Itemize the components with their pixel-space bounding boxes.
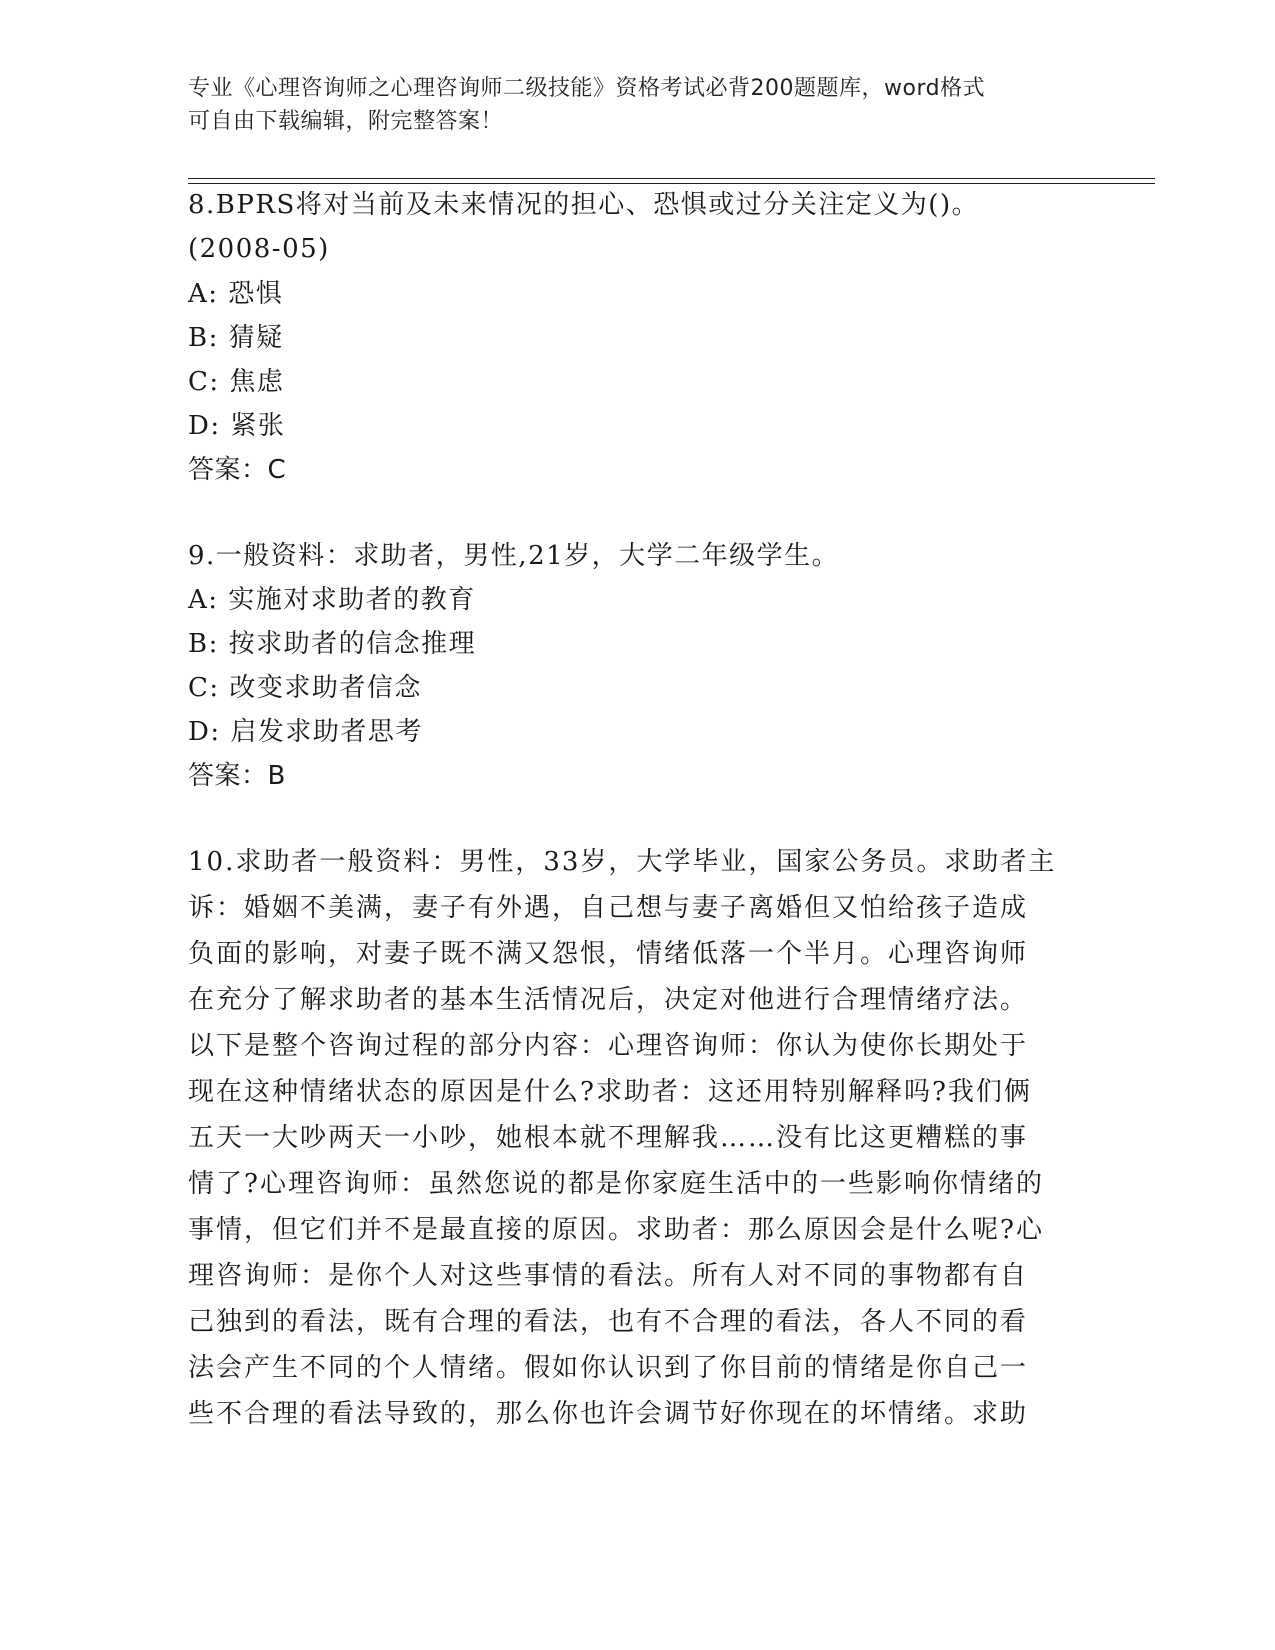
question-10-line: 诉：婚姻不美满，妻子有外遇，自己想与妻子离婚但又怕给孩子造成 [188, 893, 1029, 923]
question-10-line: 五天一大吵两天一小吵，她根本就不理解我……没有比这更糟糕的事 [188, 1123, 1029, 1153]
question-8-answer: 答案：C [188, 455, 287, 485]
question-10-line: 在充分了解求助者的基本生活情况后，决定对他进行合理情绪疗法。 [188, 985, 1029, 1015]
question-8-option-d: D: 紧张 [188, 411, 286, 441]
question-10-line: 以下是整个咨询过程的部分内容：心理咨询师：你认为使你长期处于 [188, 1031, 1029, 1061]
question-10-line: 情了?心理咨询师：虽然您说的都是你家庭生活中的一些影响你情绪的 [188, 1169, 1044, 1199]
header-line-2: 可自由下载编辑，附完整答案！ [188, 109, 504, 134]
question-9-option-d: D: 启发求助者思考 [188, 717, 423, 747]
question-9-option-c: C: 改变求助者信念 [188, 673, 422, 703]
question-9-option-a: A: 实施对求助者的教育 [188, 585, 476, 615]
question-8-option-a: A: 恐惧 [188, 279, 284, 309]
question-8-option-c: C: 焦虑 [188, 367, 285, 397]
header-divider-bottom [188, 183, 1155, 184]
question-9-option-b: B: 按求助者的信念推理 [188, 629, 477, 659]
question-10-line: 些不合理的看法导致的，那么你也许会调节好你现在的坏情绪。求助 [188, 1399, 1029, 1429]
question-8-stem-continued: (2008-05) [188, 234, 330, 264]
question-8-stem: 8.BPRS将对当前及未来情况的担心、恐惧或过分关注定义为()。 [188, 190, 980, 220]
question-10-line: 现在这种情绪状态的原因是什么?求助者：这还用特别解释吗?我们俩 [188, 1077, 1032, 1107]
question-10-line: 己独到的看法，既有合理的看法，也有不合理的看法，各人不同的看 [188, 1307, 1029, 1337]
question-10-line: 10.求助者一般资料：男性，33岁，大学毕业，国家公务员。求助者主 [188, 847, 1057, 877]
header-line-1: 专业《心理咨询师之心理咨询师二级技能》资格考试必背200题题库，word格式 [188, 76, 986, 101]
question-10-text [188, 839, 1088, 1437]
question-8-option-b: B: 猜疑 [188, 323, 284, 353]
document-header [188, 72, 1088, 138]
question-10-line: 理咨询师：是你个人对这些事情的看法。所有人对不同的事物都有自 [188, 1261, 1029, 1291]
question-10-line: 事情，但它们并不是最直接的原因。求助者：那么原因会是什么呢?心 [188, 1215, 1044, 1245]
question-10-line: 负面的影响，对妻子既不满又怨恨，情绪低落一个半月。心理咨询师 [188, 939, 1029, 969]
question-9-stem: 9.一般资料：求助者，男性,21岁，大学二年级学生。 [188, 541, 840, 571]
header-divider-top [188, 178, 1155, 179]
question-10-line: 法会产生不同的个人情绪。假如你认识到了你目前的情绪是你自己一 [188, 1353, 1029, 1383]
question-9-answer: 答案：B [188, 761, 286, 791]
